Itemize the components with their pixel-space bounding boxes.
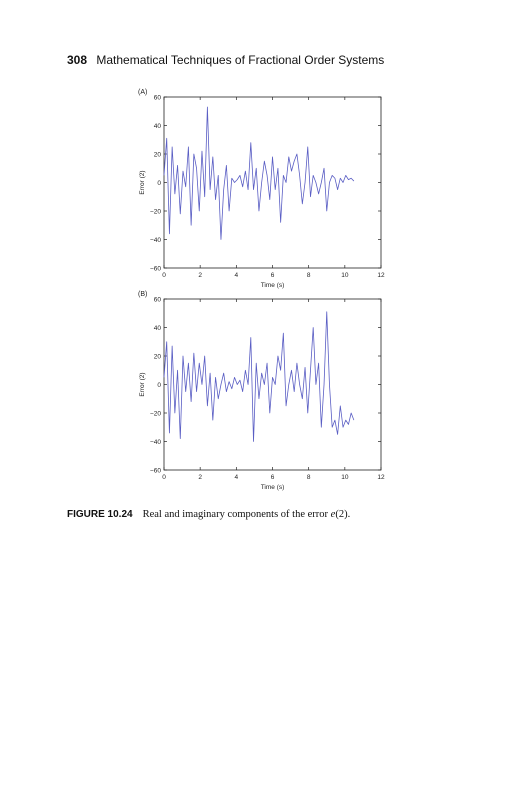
- y-axis-label: Error (2): [139, 170, 146, 195]
- error-series-line: [164, 312, 354, 442]
- caption-text-after: (2).: [335, 509, 351, 520]
- x-tick-label: 6: [270, 272, 275, 279]
- panel-a: [138, 89, 385, 289]
- y-tick-label: −20: [149, 208, 161, 216]
- error-series-line: [164, 107, 354, 240]
- x-tick-label: 8: [306, 474, 311, 481]
- y-tick-label: 0: [157, 381, 161, 389]
- y-tick-label: 60: [153, 94, 161, 102]
- y-tick-label: 20: [153, 353, 161, 361]
- y-tick-label: −40: [149, 438, 161, 446]
- caption-label: FIGURE 10.24: [67, 509, 133, 520]
- figure-caption: [67, 509, 350, 520]
- y-tick-label: 60: [153, 296, 161, 304]
- y-tick-label: −60: [149, 265, 161, 273]
- x-tick-label: 2: [198, 272, 202, 279]
- x-tick-label: 10: [341, 272, 349, 279]
- x-tick-label: 6: [270, 474, 275, 481]
- running-title: Mathematical Techniques of Fractional Order Systems: [96, 53, 385, 67]
- panel-b: [138, 291, 385, 491]
- y-axis-label: Error (2): [139, 372, 146, 397]
- panel-label: (B): [138, 291, 148, 298]
- x-tick-label: 4: [234, 272, 239, 279]
- x-tick-label: 12: [377, 272, 385, 279]
- caption-text: Real and imaginary components of the error: [142, 509, 331, 520]
- x-axis-label: Time (s): [260, 282, 285, 289]
- page-number: 308: [67, 53, 88, 67]
- y-tick-label: −60: [149, 467, 161, 475]
- x-tick-label: 4: [234, 474, 239, 481]
- caption-math: e: [330, 509, 336, 520]
- y-tick-label: 0: [157, 179, 161, 187]
- y-tick-label: −20: [149, 410, 161, 418]
- x-tick-label: 10: [341, 474, 349, 481]
- x-tick-label: 2: [198, 474, 202, 481]
- y-tick-label: 40: [153, 324, 161, 332]
- x-tick-label: 0: [162, 474, 166, 481]
- y-tick-label: −40: [149, 236, 161, 244]
- x-tick-label: 8: [306, 272, 311, 279]
- y-tick-label: 40: [153, 122, 161, 130]
- x-tick-label: 12: [377, 474, 385, 481]
- plot-frame: [164, 97, 381, 268]
- y-tick-label: 20: [153, 151, 161, 159]
- plot-frame: [164, 299, 381, 470]
- x-tick-label: 0: [162, 272, 166, 279]
- x-axis-label: Time (s): [260, 484, 285, 491]
- panel-label: (A): [138, 89, 148, 96]
